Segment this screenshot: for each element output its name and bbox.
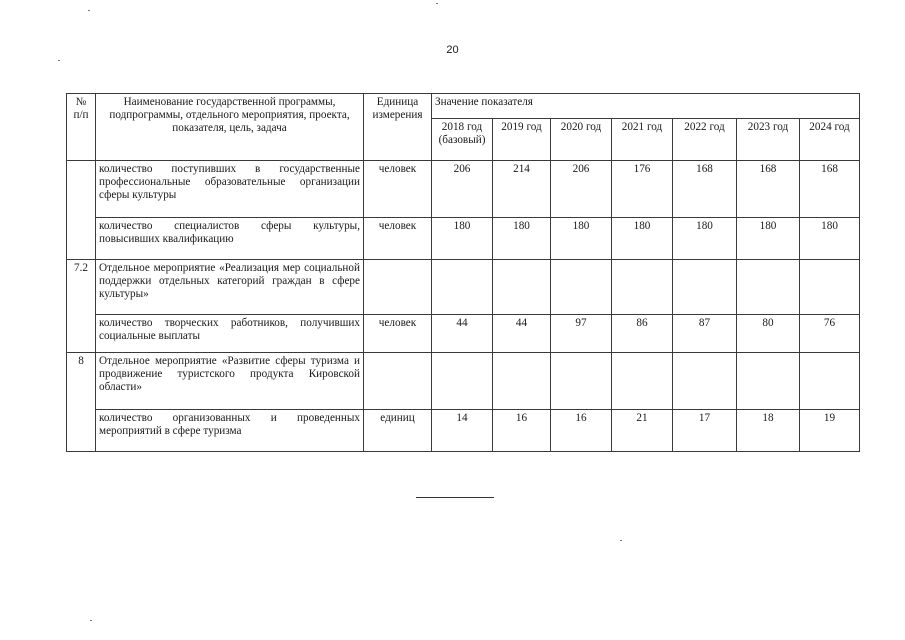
indicators-table <box>66 93 860 452</box>
row-unit: человек <box>364 218 432 260</box>
row-value-2018: 44 <box>432 315 493 353</box>
row-unit: единиц <box>364 410 432 452</box>
row-value-2019: 214 <box>493 161 551 218</box>
row-value-2024: 76 <box>800 315 860 353</box>
row-value-2021 <box>612 353 673 410</box>
row-value-2018 <box>432 260 493 315</box>
header-no: № п/п <box>67 94 96 161</box>
row-value-2022 <box>673 260 737 315</box>
row-number <box>67 161 96 218</box>
row-number: 8 <box>67 353 96 410</box>
row-name: Отдельное мероприятие «Развитие сферы туризма и продвижение туристского продукта Кировской области» <box>96 353 364 410</box>
header-year-2019: 2019 год <box>493 119 551 161</box>
header-year-2023: 2023 год <box>737 119 800 161</box>
table-row <box>67 260 860 315</box>
row-value-2018: 180 <box>432 218 493 260</box>
footer-rule <box>416 497 494 498</box>
row-value-2020: 180 <box>551 218 612 260</box>
row-name: количество творческих работников, получивших социальные выплаты <box>96 315 364 353</box>
row-value-2019: 16 <box>493 410 551 452</box>
row-value-2020: 97 <box>551 315 612 353</box>
row-value-2023 <box>737 353 800 410</box>
row-value-2024 <box>800 260 860 315</box>
row-value-2022: 180 <box>673 218 737 260</box>
table-row <box>67 218 860 260</box>
table-row <box>67 353 860 410</box>
header-year-2020: 2020 год <box>551 119 612 161</box>
row-number: 7.2 <box>67 260 96 315</box>
row-value-2019: 44 <box>493 315 551 353</box>
table-row <box>67 161 860 218</box>
row-name: Отдельное мероприятие «Реализация мер социальной поддержки отдельных категорий граждан в сфере культуры» <box>96 260 364 315</box>
header-year-2021: 2021 год <box>612 119 673 161</box>
row-value-2023: 168 <box>737 161 800 218</box>
row-value-2021: 21 <box>612 410 673 452</box>
row-value-2021 <box>612 260 673 315</box>
scan-speck <box>88 10 90 11</box>
row-unit <box>364 353 432 410</box>
header-row-1 <box>67 94 860 119</box>
row-value-2023: 80 <box>737 315 800 353</box>
row-value-2018: 206 <box>432 161 493 218</box>
row-value-2022: 168 <box>673 161 737 218</box>
row-value-2024: 19 <box>800 410 860 452</box>
row-value-2024: 180 <box>800 218 860 260</box>
row-number <box>67 218 96 260</box>
row-value-2022: 87 <box>673 315 737 353</box>
row-value-2021: 176 <box>612 161 673 218</box>
table-body <box>67 161 860 452</box>
scan-speck <box>90 620 92 621</box>
row-value-2022: 17 <box>673 410 737 452</box>
row-value-2021: 180 <box>612 218 673 260</box>
row-value-2019: 180 <box>493 218 551 260</box>
table-row <box>67 410 860 452</box>
header-year-2018: 2018 год (базовый) <box>432 119 493 161</box>
row-unit: человек <box>364 315 432 353</box>
row-value-2020: 206 <box>551 161 612 218</box>
row-value-2023 <box>737 260 800 315</box>
row-name: количество специалистов сферы культуры, повысивших квалификацию <box>96 218 364 260</box>
row-number <box>67 315 96 353</box>
page-number: 20 <box>446 44 459 56</box>
scan-speck <box>58 60 60 61</box>
row-unit <box>364 260 432 315</box>
row-unit: человек <box>364 161 432 218</box>
row-name: количество поступивших в государственные профессиональные образовательные организации сферы культуры <box>96 161 364 218</box>
row-value-2021: 86 <box>612 315 673 353</box>
header-year-2022: 2022 год <box>673 119 737 161</box>
header-values-group: Значение показателя <box>432 94 860 119</box>
row-value-2019 <box>493 353 551 410</box>
scan-speck <box>436 3 438 4</box>
row-value-2018: 14 <box>432 410 493 452</box>
header-year-2024: 2024 год <box>800 119 860 161</box>
row-value-2020 <box>551 260 612 315</box>
header-name: Наименование государственной программы, подпрограммы, отдельного мероприятия, проекта, показателя, цель, задача <box>96 94 364 161</box>
scan-speck <box>620 540 622 541</box>
row-value-2020 <box>551 353 612 410</box>
row-value-2023: 180 <box>737 218 800 260</box>
row-value-2018 <box>432 353 493 410</box>
row-value-2024 <box>800 353 860 410</box>
row-number <box>67 410 96 452</box>
header-unit: Единица измерения <box>364 94 432 161</box>
row-name: количество организованных и проведенных мероприятий в сфере туризма <box>96 410 364 452</box>
row-value-2022 <box>673 353 737 410</box>
row-value-2020: 16 <box>551 410 612 452</box>
table-header <box>67 94 860 161</box>
row-value-2019 <box>493 260 551 315</box>
row-value-2024: 168 <box>800 161 860 218</box>
row-value-2023: 18 <box>737 410 800 452</box>
table-row <box>67 315 860 353</box>
